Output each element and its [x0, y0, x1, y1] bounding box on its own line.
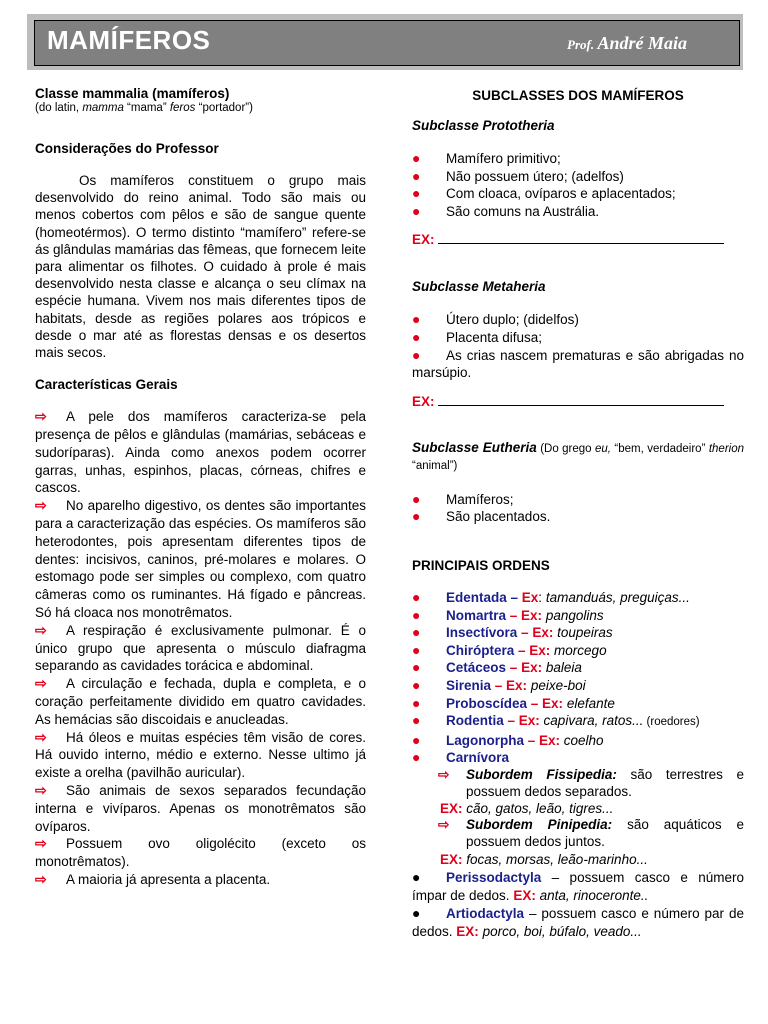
example-text: focas, morsas, leão-marinho... [462, 852, 648, 868]
list-item-text: Com cloaca, ovíparos e aplacentados; [446, 186, 676, 202]
arrow-icon: ⇨ [438, 766, 450, 782]
right-column [412, 84, 744, 940]
list-item-text: Mamíferos; [446, 491, 514, 507]
characteristic-item [35, 408, 366, 497]
bullet-icon: ● [412, 167, 421, 184]
metatheria-heading: Subclasse Metaheria [412, 279, 546, 295]
bullet-icon: ● [412, 676, 421, 693]
arrow-icon: ⇨ [35, 497, 47, 514]
bullet-icon: ● [412, 869, 421, 886]
etym-feros: feros [169, 102, 196, 114]
author-prefix: Prof. [567, 37, 595, 52]
order-ex: Ex: [518, 713, 540, 729]
characteristic-text: São animais de sexos separados fecundação interna e vivíparos. Apenas os monotrêmatos são ovíparos. [35, 782, 366, 834]
order-text: – possuem casco e número ímpar de dedos. [412, 870, 744, 903]
order-ex: Ex: [532, 625, 554, 641]
order-name: Sirenia [446, 677, 492, 693]
arrow-icon: ⇨ [35, 408, 47, 425]
order-item [412, 695, 744, 713]
order-examples: capivara, ratos... [539, 713, 644, 729]
characteristic-item [35, 782, 366, 835]
orders-list [412, 589, 744, 767]
suborder-title: Subordem Fissipedia: [466, 766, 617, 782]
arrow-icon: ⇨ [438, 817, 450, 833]
order-item [412, 659, 744, 677]
list-item-text: As crias nascem prematuras e são abrigadas no marsúpio. [412, 347, 744, 381]
characteristic-text: Há óleos e muitas espécies têm visão de cores. Há ouvido interno, médio e externo. Nesse ultimo já existe a orelha (pavilhão auricular). [35, 729, 366, 781]
order-item-carnivora [412, 749, 744, 767]
order-examples: elefante [563, 695, 615, 711]
list-item [412, 508, 744, 526]
list-item-text: Mamífero primitivo; [446, 151, 561, 166]
example-text: cão, gatos, leão, tigres... [462, 801, 614, 817]
characteristic-item [35, 675, 366, 728]
order-name: Rodentia [446, 713, 504, 729]
order-item [412, 732, 744, 750]
order-name: Artiodactyla [446, 906, 525, 922]
list-item-text: São placentados. [446, 509, 551, 525]
etym-mamma: mamma [82, 102, 124, 114]
list-item [412, 491, 744, 509]
order-examples: toupeiras [553, 625, 613, 641]
list-item-text: Placenta difusa; [446, 329, 543, 345]
list-item [412, 168, 744, 186]
eutheria-note: “animal”) [412, 459, 458, 472]
order-colon: : [538, 589, 543, 605]
order-item [412, 677, 744, 695]
metatheria-list [412, 311, 744, 381]
order-ex: Ex: [539, 732, 561, 748]
eutheria-note-eu: eu, [595, 442, 611, 455]
order-sep: – [506, 589, 522, 605]
bullet-icon: ● [412, 150, 421, 166]
bullet-icon: ● [412, 606, 421, 623]
list-item [412, 150, 744, 168]
order-item [412, 712, 744, 732]
order-text: – possuem casco e número par de dedos. [412, 906, 744, 939]
etym-mid: “mama” [123, 102, 170, 114]
order-item [412, 624, 744, 642]
characteristic-item [35, 835, 366, 871]
arrow-icon: ⇨ [35, 835, 47, 852]
arrow-icon: ⇨ [35, 675, 47, 692]
order-examples: anta, rinoceronte.. [535, 887, 649, 903]
example-blank-line[interactable] [438, 231, 724, 244]
ex-label: EX: [412, 232, 435, 248]
metatheria-example [412, 393, 744, 409]
order-sep: – [517, 625, 533, 641]
order-name: Perissodactyla [446, 870, 542, 886]
ex-label: EX: [412, 393, 435, 409]
etym-pre: (do latin, [35, 102, 83, 114]
bullet-icon: ● [412, 731, 421, 748]
list-item-text: Não possuem útero; (adelfos) [446, 168, 624, 184]
eutheria-heading [412, 440, 744, 474]
ex-label: EX: [440, 801, 463, 817]
order-examples: pangolins [542, 607, 604, 623]
bullet-icon: ● [412, 202, 421, 219]
author-name: André Maia [597, 33, 687, 53]
order-ex: Ex: [529, 642, 551, 658]
order-item-artiodactyla [412, 905, 744, 940]
bullet-icon: ● [412, 659, 421, 676]
characteristics-heading: Características Gerais [35, 377, 178, 393]
prototheria-example [412, 231, 744, 247]
page-title: MAMÍFEROS [47, 25, 211, 55]
bullet-icon: ● [412, 624, 421, 641]
bullet-icon: ● [412, 311, 421, 328]
order-name: Cetáceos [446, 660, 507, 676]
bullet-icon: ● [412, 905, 421, 922]
prototheria-list [412, 150, 744, 220]
bullet-icon: ● [412, 508, 421, 525]
arrow-icon: ⇨ [35, 728, 47, 745]
ex-label: EX: [440, 852, 463, 868]
order-name: Insectívora [446, 625, 518, 641]
order-sep: – [506, 607, 522, 623]
prototheria-heading: Subclasse Prototheria [412, 118, 555, 133]
order-examples: morcego [550, 642, 607, 658]
pinipedia-example [412, 851, 744, 868]
characteristic-item [35, 622, 366, 675]
bullet-icon: ● [412, 694, 421, 711]
orders-heading: PRINCIPAIS ORDENS [412, 557, 550, 573]
order-item [412, 589, 744, 607]
bullet-icon: ● [412, 588, 421, 605]
order-item [412, 642, 744, 660]
eutheria-note-therion: therion [708, 442, 744, 455]
order-item-perissodactyla [412, 869, 744, 904]
order-extra: (roedores) [643, 716, 700, 729]
order-ex: Ex [521, 589, 539, 605]
order-examples: baleia [542, 660, 582, 676]
class-title: Classe mammalia (mamíferos) [35, 86, 230, 101]
list-item [412, 329, 744, 347]
order-ex: Ex: [506, 677, 528, 693]
bullet-icon: ● [412, 328, 421, 345]
order-sep: – [503, 713, 519, 729]
characteristic-item [35, 497, 366, 622]
arrow-icon: ⇨ [35, 781, 47, 798]
list-item [412, 311, 744, 329]
order-name: Carnívora [446, 750, 510, 766]
order-name: Edentada [446, 589, 507, 605]
characteristic-item [35, 729, 366, 782]
order-name: Lagonorpha [446, 732, 524, 748]
characteristic-text: Possuem ovo oligolécito (exceto os monotrêmatos). [35, 836, 366, 870]
order-ex: Ex: [521, 607, 543, 623]
author [567, 33, 687, 54]
characteristic-text: No aparelho digestivo, os dentes são importantes para a caracterização das espécies. Os mamíferos são heterodontes, pois apresentam diferentes tipos de dentes: incisivos, caninos, pré-molares e molares. O estomago pode ser simples ou complexo, com quatro câmeras como os ruminantes. Há fígado e pâncreas. Só há cloaca nos monotrêmatos. [35, 498, 366, 620]
characteristic-text: A pele dos mamíferos caracteriza-se pela presença de pêlos e glândulas (mamárias, sebáceas e sudoríparas). Ainda como anexos podem ocorrer garras, unhas, espinhos, placas, córneas, chifres e cascos. [35, 409, 366, 496]
header-banner [34, 20, 740, 66]
etym-post: “portador”) [195, 102, 253, 114]
characteristic-text: A circulação e fechada, dupla e completa, e o coração perfeitamente dividido em quatro cavidades. As hemácias são discoidais e anucleadas. [35, 676, 366, 727]
eutheria-note: (Do grego [536, 442, 595, 455]
ex-label: EX: [513, 887, 536, 903]
order-name: Chiróptera [446, 642, 515, 658]
order-sep: – [491, 677, 507, 693]
bullet-icon: ● [412, 185, 421, 202]
suborder-pinipedia [412, 817, 744, 851]
subclasses-heading: SUBCLASSES DOS MAMÍFEROS [472, 88, 684, 103]
example-blank-line[interactable] [438, 393, 724, 406]
class-etymology [35, 102, 366, 114]
list-item [412, 185, 744, 203]
suborder-title: Subordem Pinipedia: [466, 817, 613, 833]
fissipedia-example [412, 800, 744, 817]
bullet-icon: ● [412, 490, 421, 507]
characteristic-text: A respiração é exclusivamente pulmonar. É o único grupo que apresenta o músculo diafragma separando as cavidades torácica e abdominal. [35, 622, 366, 674]
left-column [35, 84, 366, 889]
suborder-fissipedia [412, 767, 744, 801]
order-name: Nomartra [446, 607, 507, 623]
order-ex: Ex: [542, 695, 564, 711]
order-examples: peixe-boi [527, 677, 586, 693]
list-item-text: São comuns na Austrália. [446, 203, 600, 219]
considerations-heading: Considerações do Professor [35, 141, 219, 156]
order-sep: – [514, 642, 530, 658]
order-ex: Ex: [521, 660, 543, 676]
list-item [412, 347, 744, 382]
bullet-icon: ● [412, 712, 421, 729]
bullet-icon: ● [412, 641, 421, 658]
order-sep: – [527, 695, 543, 711]
arrow-icon: ⇨ [35, 621, 47, 638]
order-item [412, 607, 744, 625]
arrow-icon: ⇨ [35, 870, 47, 887]
order-sep: – [524, 732, 540, 748]
suborder-text: são aquáticos e possuem dedos juntos. [466, 817, 744, 850]
order-examples: coelho [560, 732, 604, 748]
characteristic-item [35, 871, 366, 889]
eutheria-list [412, 491, 744, 526]
suborder-text: são terrestres e possuem dedos separados. [466, 766, 744, 799]
order-sep: – [506, 660, 522, 676]
order-examples: tamanduás, preguiças... [542, 589, 690, 605]
characteristics-list [35, 408, 366, 889]
ex-label: EX: [456, 923, 479, 939]
considerations-paragraph: Os mamíferos constituem o grupo mais desenvolvido do reino animal. Todo são mais ou menos cobertos com pêlos e são de sangue quente (homeotérmos). O termo distinto “mamífero” refere-se ás glândulas mamárias das fêmeas, que fornecem leite para alimentar os filhotes. O cuidado à prole é mais desenvolvido nesta classe e alcança o seu clímax na espécie humana. Vivem nos mais diferentes tipos de habitats, desde as regiões polares aos trópicos e desde o mar até as florestas densas e os desertos mais secos. [35, 173, 366, 361]
list-item [412, 203, 744, 221]
characteristic-text: A maioria já apresenta a placenta. [66, 871, 271, 887]
order-name: Proboscídea [446, 695, 528, 711]
order-examples: porco, boi, búfalo, veado... [478, 923, 642, 939]
list-item-text: Útero duplo; (didelfos) [446, 312, 579, 328]
bullet-icon: ● [412, 346, 421, 363]
eutheria-title: Subclasse Eutheria [412, 439, 537, 455]
eutheria-note: “bem, verdadeiro” [611, 442, 709, 455]
bullet-icon: ● [412, 749, 421, 766]
